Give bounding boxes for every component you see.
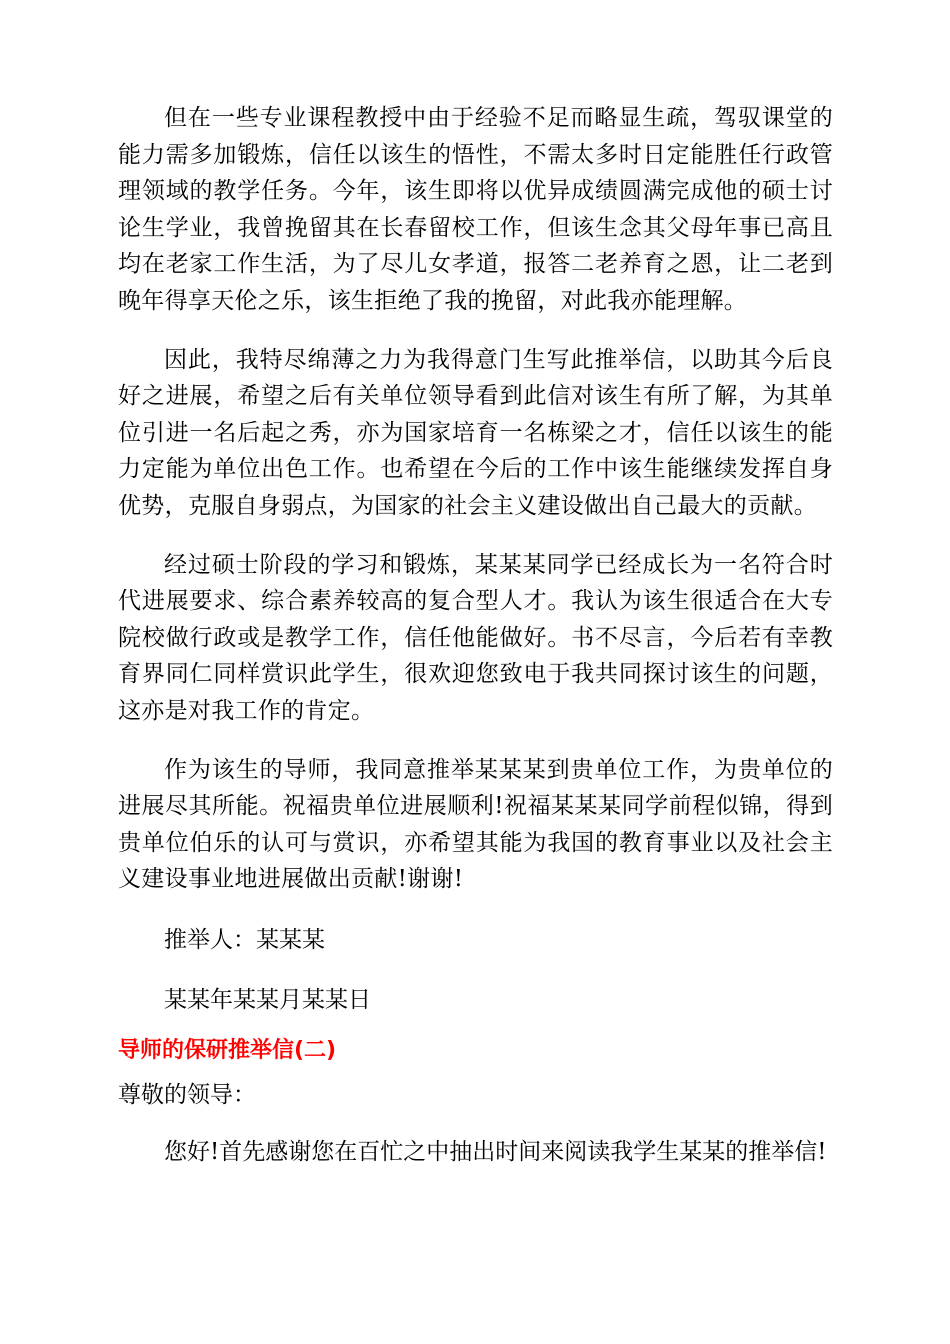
date-line: 某某年某某月某某日 [164, 987, 371, 1014]
body-paragraph-4: 作为该生的导师，我同意推举某某某到贵单位工作，为贵单位的进展尽其所能。祝福贵单位进展顺利!祝福某某某同学前程似锦，得到贵单位伯乐的认可与赏识，亦希望其能为我国的教育事业以及社会主义建设事业地进展做出贡献!谢谢! [118, 756, 833, 893]
salutation: 尊敬的领导： [118, 1082, 256, 1109]
section-heading: 导师的保研推举信(二) [118, 1038, 337, 1064]
document-page [118, 100, 833, 1170]
body-paragraph-3: 经过硕士阶段的学习和锻炼，某某某同学已经成长为一名符合时代进展要求、综合素养较高的复合型人才。我认为该生很适合在大专院校做行政或是教学工作，信任他能做好。书不尽言，今后若有幸教育界同仁同样赏识此学生，很欢迎您致电于我共同探讨该生的问题，这亦是对我工作的肯定。 [118, 551, 833, 724]
opening-paragraph: 您好!首先感谢您在百忙之中抽出时间来阅读我学生某某的推举信! [164, 1138, 827, 1165]
body-paragraph-1: 但在一些专业课程教授中由于经验不足而略显生疏，驾驭课堂的能力需多加锻炼，信任以该生的悟性，不需太多时日定能胜任行政管理领域的教学任务。今年，该生即将以优异成绩圆满完成他的硕士讨论生学业，我曾挽留其在长春留校工作，但该生念其父母年事已高且均在老家工作生活，为了尽儿女孝道，报答二老养育之恩，让二老到晚年得享天伦之乐，该生拒绝了我的挽留，对此我亦能理解。 [118, 105, 833, 314]
body-paragraph-2: 因此，我特尽绵薄之力为我得意门生写此推举信，以助其今后良好之进展，希望之后有关单位领导看到此信对该生有所了解，为其单位引进一名后起之秀，亦为国家培育一名栋梁之才，信任以该生的能力定能为单位出色工作。也希望在今后的工作中该生能继续发挥自身优势，克服自身弱点，为国家的社会主义建设做出自己最大的贡献。 [118, 346, 833, 519]
signature-line: 推举人：某某某 [164, 926, 325, 953]
